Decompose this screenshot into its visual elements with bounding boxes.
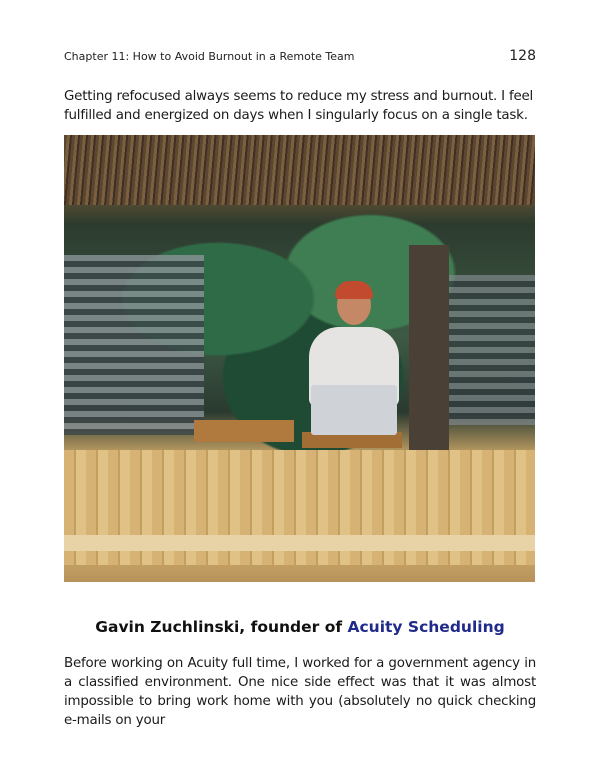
photo-man-working-on-laptop-outdoors <box>64 135 535 582</box>
laptop <box>311 385 397 435</box>
running-header <box>64 48 536 66</box>
thatched-roof <box>64 135 535 205</box>
page-number: 128 <box>509 48 536 64</box>
bamboo-table <box>194 420 294 442</box>
heading-name: Gavin Zuchlinski, founder of <box>95 618 348 636</box>
company-link[interactable]: Acuity Scheduling <box>347 618 505 636</box>
body-paragraph: Before working on Acuity full time, I worked for a government agency in a classified environment. One nice side effect was that it was almost impossible to bring work home with you (absolutely no quick checking e-mails on your <box>64 656 536 728</box>
section-heading <box>0 618 600 636</box>
intro-paragraph: Getting refocused always seems to reduce my stress and burnout. I feel fulfilled and energized on days when I singularly focus on a single task. <box>64 89 534 123</box>
chapter-title: Chapter 11: How to Avoid Burnout in a Remote Team <box>64 50 355 63</box>
